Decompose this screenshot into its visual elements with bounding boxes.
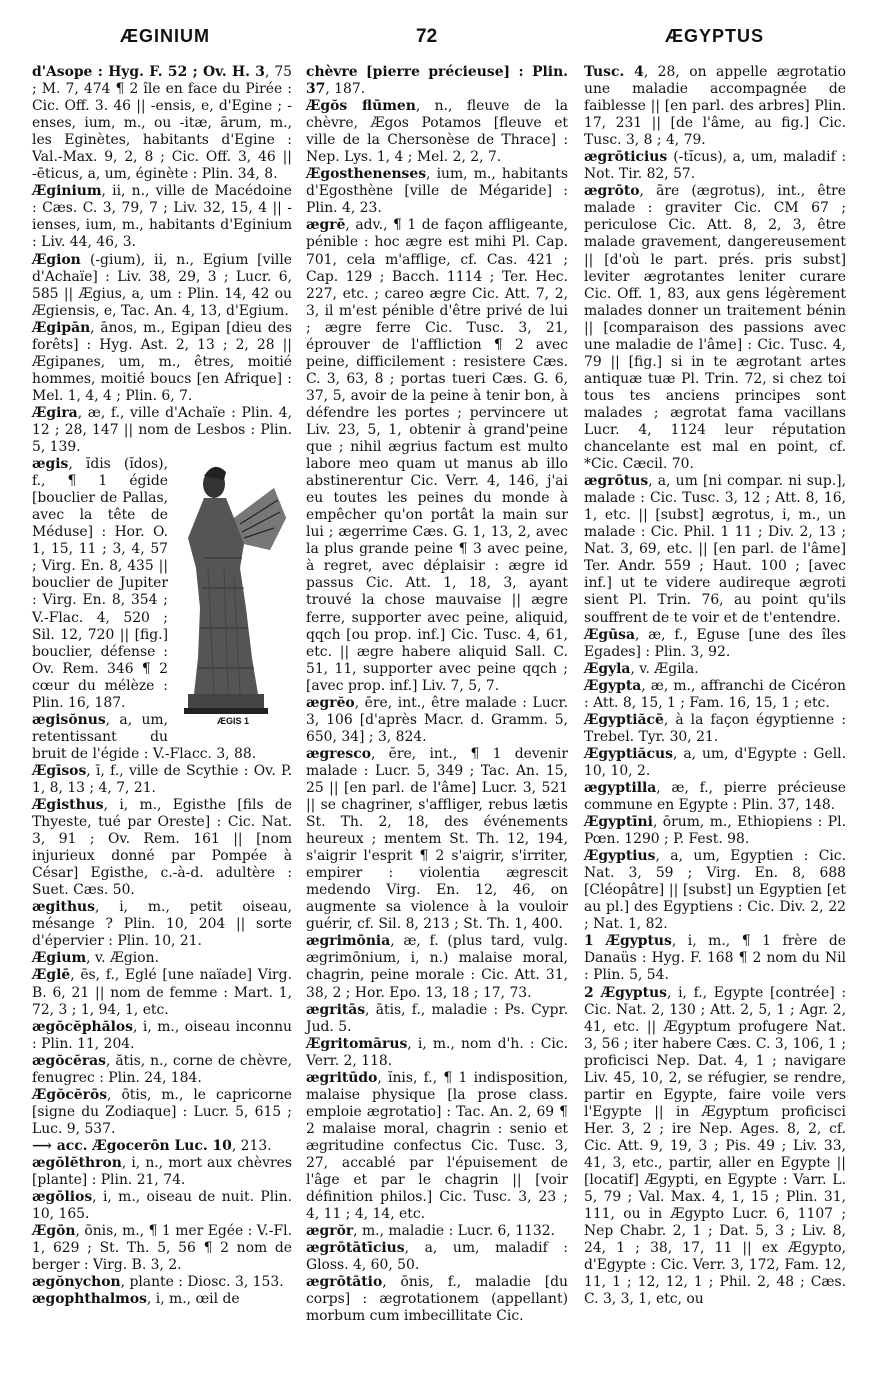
- entry: Ægyptiăcus, a, um, d'Egypte : Gell. 10, 10, 2.: [584, 745, 846, 779]
- entry: ægis, ĭdis (ĭdos), f., ¶ 1 égide [bouclier de Pallas, avec la tête de Méduse] : Hor. O. 1, 15, 11 ; 3, 4, 57 ; Virg. En. 8, 435 || bouclier de Jupiter : Virg. En. 8, 354 ; V.-Flac. 4, 520 ; Sil. 12, 720 || [fig.] bouclier, défense : Ov. Rem. 346 ¶ 2 cœur du mélèze : Plin. 16, 187.: [32, 456, 168, 711]
- entry: Æglē, ēs, f., Eglé [une naïade] Virg. B. 6, 21 || nom de femme : Mart. 1, 72, 3 ; 1, 94, 1, etc.: [32, 967, 292, 1018]
- entry: Ægŏs flūmen, n., fleuve de la chèvre, Ægos Potamos [fleuve et ville de la Chersonèse de Thrace] : Nep. Lys. 1, 4 ; Mel. 2, 2, 7.: [306, 98, 568, 166]
- entry: ægŏcĕras, ătis, n., corne de chèvre, fenugrec : Plin. 24, 184.: [32, 1052, 292, 1086]
- aegis-figure: [174, 458, 292, 730]
- entry: ægrōtātīcius, a, um, maladif : Gloss. 4, 60, 50.: [306, 1240, 568, 1274]
- entry: Æginium, ii, n., ville de Macédoine : Cæs. C. 3, 79, 7 ; Liv. 32, 15, 4 || -ienses, ium, m., habitants d'Eginium : Liv. 44, 46, 3.: [32, 183, 292, 251]
- running-head-right: ÆGYPTUS: [665, 26, 765, 46]
- entry: Ægyptiăcē, à la façon égyptienne : Trebel. Tyr. 30, 21.: [584, 711, 846, 745]
- entry: ægōlios, i, m., oiseau de nuit. Plin. 10, 165.: [32, 1189, 292, 1223]
- entry: ægritās, ātis, f., maladie : Ps. Cypr. Jud. 5.: [306, 1001, 568, 1035]
- entry: ægrōto, āre (ægrotus), int., être malade : graviter Cic. CM 67 ; periculose Cic. Att. 8, 2, 3, être malade gravement, dangereusement || [d'où le part. prés. pris subst] leviter ægrotantes leniter curare Cic. Off. 1, 83, aux gens légèrement malades donner un traitement bénin || [comparaison des passions avec une maladie de l'âme] : Cic. Tusc. 4, 79 || [fig.] si in te ægrotant artes antiquæ tuæ Pl. Trin. 72, si chez toi tous tes anciens principes sont malades ; ægrotat fama vacillans Lucr. 4, 1124 leur réputation chancelante est mal en point, cf. *Cic. Cæcil. 70.: [584, 183, 846, 473]
- running-head-left: ÆGINIUM: [120, 26, 210, 46]
- entry: Ægypta, æ, m., affranchi de Cicéron : Att. 8, 15, 1 ; Fam. 16, 15, 1 ; etc.: [584, 677, 846, 711]
- entry: Ægritomārus, i, m., nom d'h. : Cic. Verr. 2, 118.: [306, 1035, 568, 1069]
- entry: chèvre [pierre précieuse] : Plin. 37, 187.: [306, 64, 568, 98]
- entry: 1 Ægyptus, i, m., ¶ 1 frère de Danaüs : Hyg. F. 168 ¶ 2 nom du Nil : Plin. 5, 54.: [584, 933, 846, 984]
- entry: ægrōtus, a, um [ni compar. ni sup.], malade : Cic. Tusc. 3, 12 ; Att. 8, 16, 1, etc. || [subst] ægrotus, i, m., un malade : Cic. Phil. 1 11 ; Div. 2, 13 ; Nat. 3, 69, etc. || [en parl. de l'âme] Ter. Andr. 559 ; Haut. 100 ; [avec inf.] ut te videre audireque ægroti sient Pl. Trin. 76, au point qu'ils souffrent de te voir et de t'entendre.: [584, 473, 846, 626]
- entry: Ægosthenenses, ium, m., habitants d'Egosthène [ville de Mégaride] : Plin. 4, 23.: [306, 166, 568, 217]
- page-number: 72: [416, 26, 438, 47]
- entry: ægrē, adv., ¶ 1 de façon affligeante, pénible : hoc ægre est mihi Pl. Cap. 701, cela m'afflige, cf. Cas. 421 ; Cap. 129 ; Bacch. 1114 ; Ter. Hec. 227, etc. ; careo ægre Cic. Att. 7, 2, 3, il m'est pénible d'être privé de lui ; ægre ferre Cic. Tusc. 3, 21, éprouver de l'affliction ¶ 2 avec peine, difficilement : resistere Cæs. C. 3, 63, 8 ; portas tueri Cæs. G. 6, 37, 5, avoir de la peine à tenir bon, à défendre les portes ; pervincere ut Liv. 23, 5, 1, obtenir à grand'peine que ; nihil ægrius factum est multo labore meo quam ut manus ab illo abstinerentur Cic. Verr. 4, 146, j'ai eu toutes les peines du monde à empêcher qu'on portât la main sur lui ; ægerrime Cæs. G. 1, 13, 2, avec la plus grande peine ¶ 3 avec peine, à regret, avec déplaisir : ægre id passus Cic. Att. 1, 18, 3, ayant trouvé la chose mauvaise || ægre ferre, supporter avec peine, aliquid, qqch [ou prop. inf.] Cic. Tusc. 4, 61, etc. || ægre habere aliquid Sall. C. 51, 11, supporter avec peine qqch ; [avec prop. inf.] Liv. 7, 5, 7.: [306, 217, 568, 694]
- entry: ægisŏnus, a, um, retentissant du bruit de l'égide : V.-Flacc. 3, 88.: [32, 711, 257, 762]
- entry: 2 Ægyptus, i, f., Egypte [contrée] : Cic. Nat. 2, 130 ; Att. 2, 5, 1 ; Agr. 2, 41, etc. || Ægyptum profugere Nat. 3, 56 ; iter habere Cæs. C. 3, 106, 1 ; proficisci Nep. Dat. 4, 1 ; navigare Liv. 45, 10, 2, se réfugier, se rendre, partir en Egypte, faire voile vers l'Egypte || in Ægyptum proficisci Her. 3, 2 ; ire Nep. Ages. 8, 2, cf. Cic. Att. 9, 19, 3 ; Pis. 49 ; Liv. 33, 41, 3, etc., partir, aller en Egypte || [locatif] Ægypti, en Egypte : Varr. L. 5, 79 ; Val. Max. 4, 1, 15 ; Plin. 31, 111, ou in Ægypto Lucr. 6, 1107 ; Nep Chabr. 2, 1 ; Dat. 5, 3 ; Liv. 8, 24, 1 ; 38, 17, 11 || ex Ægypto, d'Egypte : Cic. Verr. 3, 172, Fam. 12, 11, 1 ; 12, 12, 1 ; Phil. 2, 48 ; Cæs. C. 3, 3, 1, etc, ou: [584, 984, 847, 1308]
- entry: Ægyptius, a, um, Egyptien : Cic. Nat. 3, 59 ; Virg. En. 8, 688 [Cléopâtre] || [subst] un Egyptien [et au pl.] des Egyptiens : Cic. Div. 2, 22 ; Nat. 1, 82.: [584, 848, 846, 933]
- entry: Ægira, æ, f., ville d'Achaïe : Plin. 4, 12 ; 28, 147 || nom de Lesbos : Plin. 5, 139.: [32, 404, 292, 456]
- entry: ægŏcĕphălos, i, m., oiseau inconnu : Plin. 11, 204.: [32, 1018, 292, 1052]
- entry: Ægīsos, ī, f., ville de Scythie : Ov. P. 1, 8, 13 ; 4, 7, 21.: [32, 762, 292, 796]
- column-2: [306, 64, 568, 1325]
- entry: ægophthalmos, i, m., œil de: [32, 1291, 240, 1308]
- entry: ægrĕo, ēre, int., être malade : Lucr. 3, 106 [d'après Macr. d. Gramm. 5, 650, 34] ; 3, 824.: [306, 694, 568, 745]
- entry: Ægyptīni, ōrum, m., Ethiopiens : Pl. Pœn. 1290 ; P. Fest. 98.: [584, 814, 846, 848]
- entry: ægyptilla, æ, f., pierre précieuse commune en Egypte : Plin. 37, 148.: [584, 779, 846, 814]
- entry: ægrimōnia, æ, f. (plus tard, vulg. ægrimōnium, i, n.) malaise moral, chagrin, peine morale : Cic. Att. 31, 38, 2 ; Hor. Epo. 13, 18 ; 17, 73.: [306, 933, 568, 1001]
- entry: ægithus, i, m., petit oiseau, mésange ? Plin. 10, 204 || sorte d'épervier : Plin. 10, 21.: [32, 899, 292, 950]
- entry: ægresco, ĕre, int., ¶ 1 devenir malade : Lucr. 5, 349 ; Tac. An. 15, 25 || [en parl. de l'âme] Lucr. 3, 521 || se chagriner, s'affliger, rebus lætis St. Th. 2, 18, des événements heureux ; mentem St. Th. 12, 194, s'aigrir l'esprit ¶ 2 s'aigrir, s'irriter, empirer : violentia ægrescit medendo Virg. En. 12, 46, on augmente sa violence à la vouloir guérir, cf. Sil. 8, 213 ; St. Th. 1, 400.: [306, 745, 568, 933]
- entry: d'Asope : Hyg. F. 52 ; Ov. H. 3, 75 ; M. 7, 474 ¶ 2 île en face du Pirée : Cic. Off. 3. 46 || -ensis, e, d'Egine ; -enses, ium, m., ou -itæ, ārum, m., les Eginètes, habitants d'Egine : Val.-Max. 9, 2, 8 ; Cic. Off. 3, 46 || -ēticus, a, um, éginète : Plin. 34, 8.: [32, 64, 292, 183]
- entry: ægrōticius (-tĭcus), a, um, maladif : Not. Tir. 82, 57.: [584, 149, 846, 183]
- entry: Ægŏcĕrōs, ōtis, m., le capricorne [signe du Zodiaque] : Lucr. 5, 615 ; Luc. 9, 537.: [32, 1086, 292, 1137]
- entry: ægŏnychon, plante : Diosc. 3, 153.: [32, 1274, 284, 1291]
- entry: Tusc. 4, 28, on appelle ægrotatio une maladie accompagnée de faiblesse || [en parl. des arbres] Plin. 17, 231 || [de l'âme, au fig.] Cic. Tusc. 3, 8 ; 4, 79.: [584, 64, 846, 149]
- entry: Ægipān, ānos, m., Egipan [dieu des forêts] : Hyg. Ast. 2, 13 ; 2, 28 || Ægipanes, um, m., êtres, moitié hommes, moitié boucs [en Afrique] : Mel. 1, 4, 4 ; Plin. 6, 7.: [32, 319, 292, 404]
- entry: Ægium, v. Ægion.: [32, 950, 159, 967]
- entry: ægrŏr, m., maladie : Lucr. 6, 1132.: [306, 1223, 555, 1240]
- entry: Ægōn, ōnis, m., ¶ 1 mer Egée : V.-Fl. 1, 629 ; St. Th. 5, 56 ¶ 2 nom de berger : Virg. B. 3, 2.: [32, 1223, 292, 1274]
- entry: ⟶ acc. Ægocerōn Luc. 10, 213.: [32, 1137, 272, 1154]
- entry: Ægūsa, æ, f., Eguse [une des îles Egades] : Plin. 3, 92.: [584, 626, 846, 660]
- figure-caption: ÆGIS 1: [216, 716, 249, 727]
- pallas-statue-illustration: [174, 458, 292, 716]
- page-header: [0, 26, 871, 56]
- entry: Ægyla, v. Ægila.: [584, 660, 699, 677]
- column-3: [584, 64, 846, 1308]
- entry: Ægisthus, i, m., Egisthe [fils de Thyeste, tué par Oreste] : Cic. Nat. 3, 91 ; Ov. Rem. 161 || [nom injurieux donné par Pompée à César] Egisthe, c.-à-d. adultère : Suet. Cæs. 50.: [32, 797, 292, 899]
- entry: Ægion (-gium), ii, n., Egium [ville d'Achaïe] : Liv. 38, 29, 3 ; Lucr. 6, 585 || Ægius, a, um : Plin. 14, 42 ou Ægiensis, e, Tac. An. 4, 13, d'Egium.: [32, 251, 292, 319]
- entry: ægritūdo, ĭnis, f., ¶ 1 indisposition, malaise physique [la prose class. emploie ægrotatio] : Tac. An. 2, 69 ¶ 2 malaise moral, chagrin : senio et ægritudine confectus Cic. Tusc. 3, 27, accablé par l'épuisement de l'âge et par le chagrin || [voir définition philos.] Cic. Tusc. 3, 23 ; 4, 11 ; 4, 14, etc.: [306, 1069, 568, 1223]
- column-1: [32, 64, 292, 1308]
- entry: ægrōtātio, ōnis, f., maladie [du corps] : ægrotationem (appellant) morbum cum imbecillitate Cic.: [306, 1274, 568, 1325]
- entry: ægŏlĕthron, i, n., mort aux chèvres [plante] : Plin. 21, 74.: [32, 1155, 292, 1189]
